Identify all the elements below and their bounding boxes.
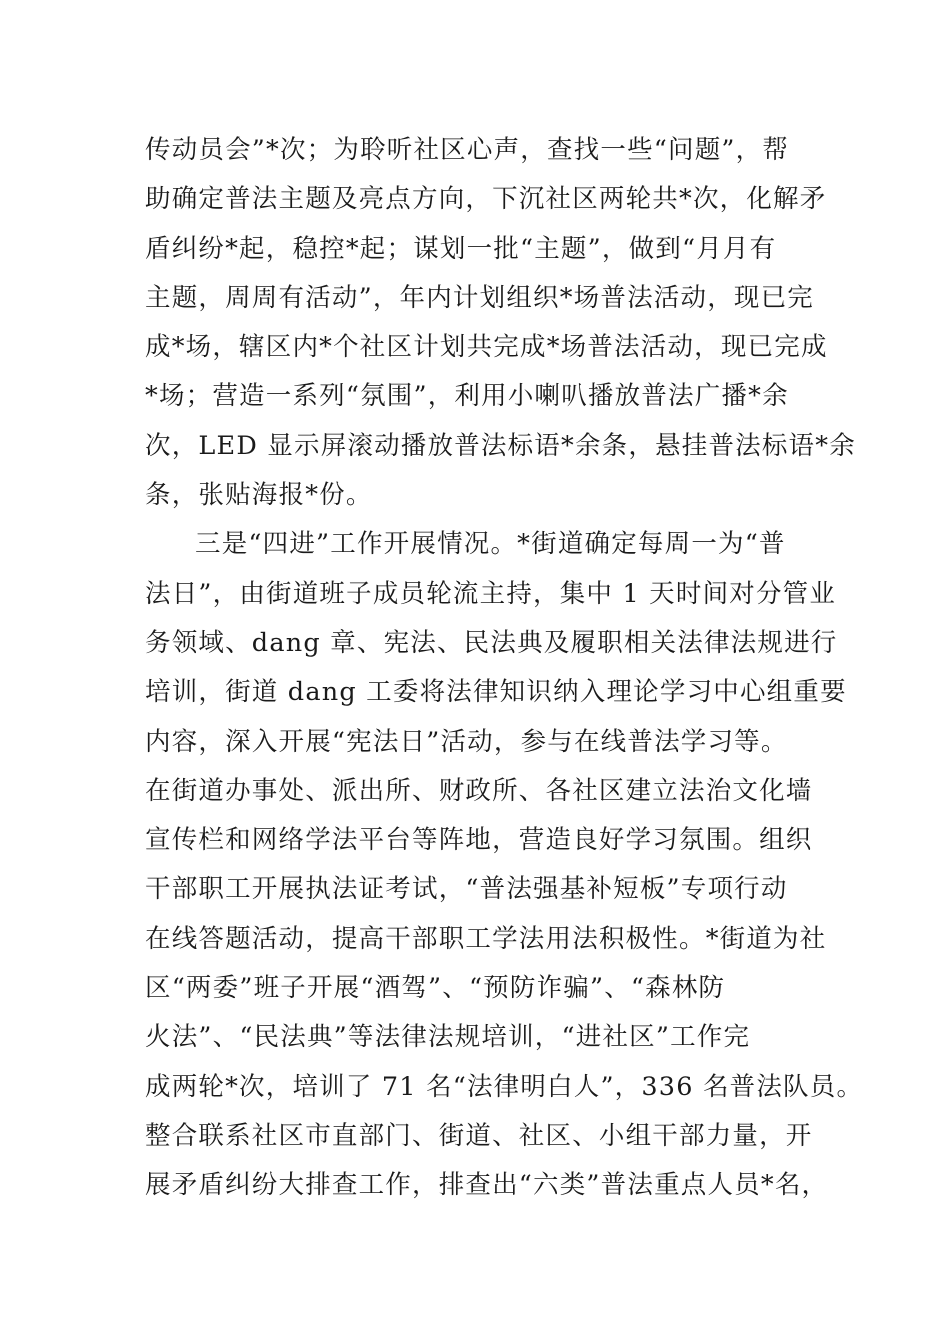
- document-body: [145, 126, 864, 1211]
- text-line: 务领域、dang 章、宪法、民法典及履职相关法律法规进行: [145, 627, 838, 658]
- text-line: 整合联系社区市直部门、街道、社区、小组干部力量，开: [145, 1120, 813, 1151]
- text-line: 成两轮*次，培训了 71 名“法律明白人”，336 名普法队员。: [145, 1071, 864, 1102]
- text-line: 培训，街道 dang 工委将法律知识纳入理论学习中心组重要: [145, 677, 847, 708]
- paragraph-four-entries: [145, 520, 864, 1210]
- text-line: 干部职工开展执法证考试，“普法强基补短板”专项行动: [145, 874, 788, 905]
- text-line: 区“两委”班子开展“酒驾”、“预防诈骗”、“森林防: [145, 973, 726, 1004]
- text-line: 传动员会”*次；为聆听社区心声，查找一些“问题”，帮: [145, 135, 790, 165]
- text-line: 助确定普法主题及亮点方向，下沉社区两轮共*次，化解矛: [145, 184, 827, 215]
- text-line: 展矛盾纠纷大排查工作，排查出“六类”普法重点人员*名，: [145, 1170, 829, 1201]
- text-line: 成*场，辖区内*个社区计划共完成*场普法活动，现已完成: [145, 332, 828, 363]
- text-line: 火法”、“民法典”等法律法规培训，“进社区”工作完: [145, 1022, 751, 1053]
- text-line: 条，张贴海报*份。: [145, 480, 373, 511]
- text-line: 在街道办事处、派出所、财政所、各社区建立法治文化墙: [145, 775, 813, 806]
- text-line: 法日”，由街道班子成员轮流主持，集中 1 天时间对分管业: [145, 578, 837, 609]
- text-line: 次，LED 显示屏滚动播放普法标语*余条，悬挂普法标语*余: [145, 430, 856, 461]
- text-line: 内容，深入开展“宪法日”活动，参与在线普法学习等。: [145, 726, 788, 757]
- text-line: 盾纠纷*起，稳控*起；谋划一批“主题”，做到“月月有: [145, 233, 777, 264]
- text-line: 在线答题活动，提高干部职工学法用法积极性。*街道为社: [145, 923, 827, 954]
- text-line: *场；营造一系列“氛围”，利用小喇叭播放普法广播*余: [145, 381, 789, 412]
- text-line: 主题，周周有活动”，年内计划组织*场普法活动，现已完: [145, 282, 814, 313]
- text-line-indented: 三是“四进”工作开展情况。*街道确定每周一为“普: [195, 529, 786, 560]
- paragraph-campaign-summary: [145, 126, 856, 520]
- text-line: 宣传栏和网络学法平台等阵地，营造良好学习氛围。组织: [145, 825, 813, 856]
